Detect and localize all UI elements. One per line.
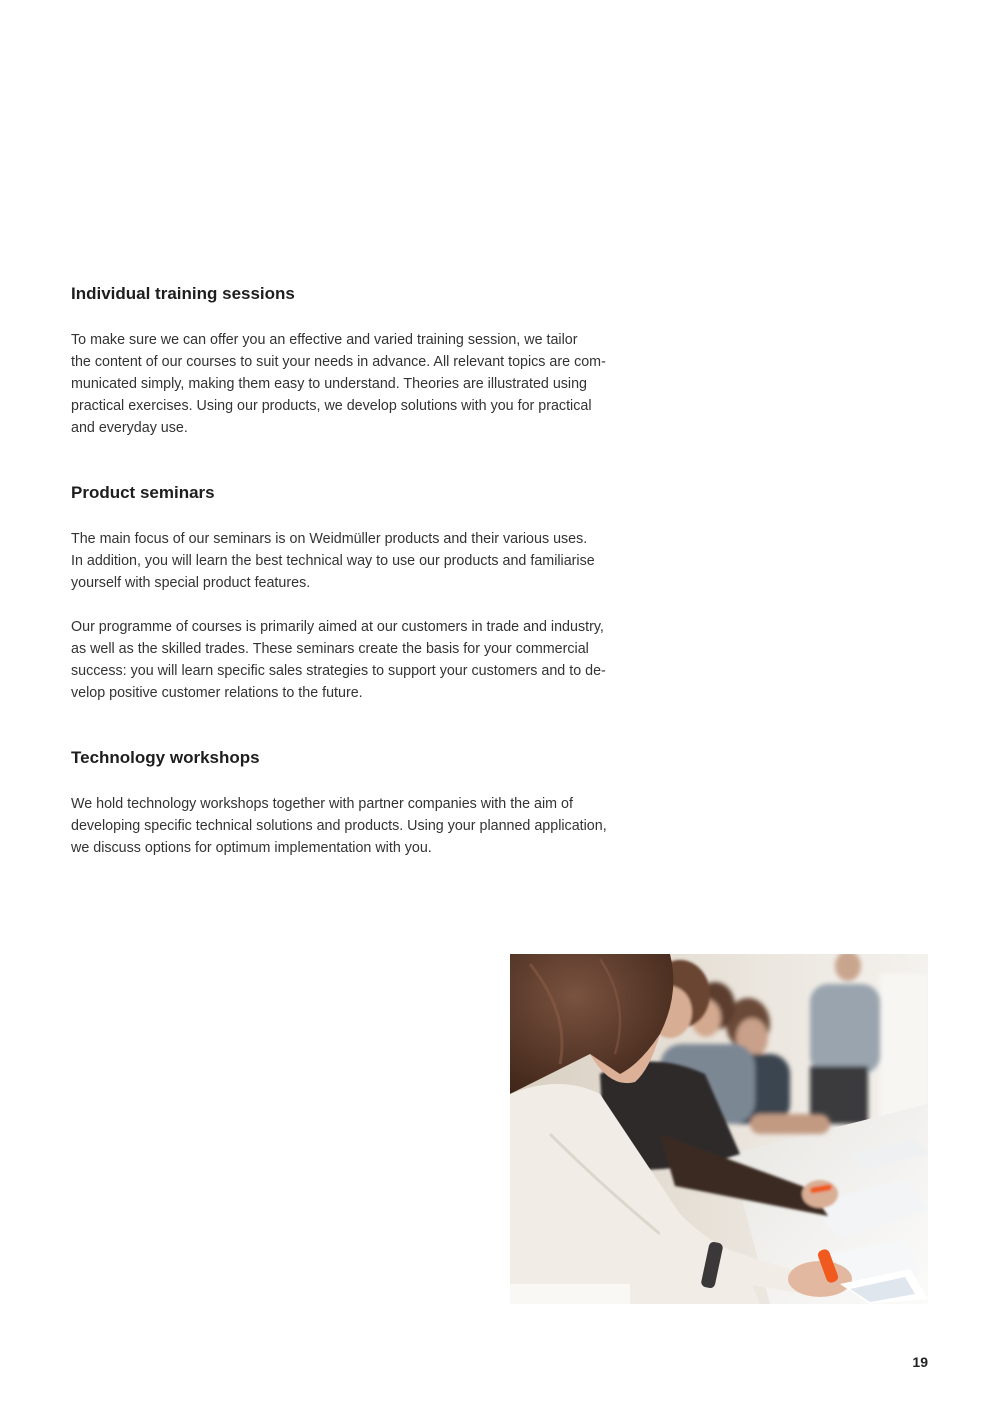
text-line: In addition, you will learn the best technical way to use our products and familiarise <box>71 553 595 569</box>
paragraph-individual-training <box>71 329 641 439</box>
text-line: developing specific technical solutions and products. Using your planned application, <box>71 818 607 834</box>
text-line: The main focus of our seminars is on Weidmüller products and their various uses. <box>71 531 588 547</box>
heading-product-seminars: Product seminars <box>71 483 215 502</box>
heading-individual-training: Individual training sessions <box>71 284 295 303</box>
text-line: municated simply, making them easy to understand. Theories are illustrated using <box>71 376 588 392</box>
text-line: as well as the skilled trades. These seminars create the basis for your commercial <box>71 641 589 657</box>
page-number: 19 <box>912 1354 928 1370</box>
text-line: and everyday use. <box>71 420 188 436</box>
text-line: we discuss options for optimum implementation with you. <box>71 840 432 856</box>
text-line: success: you will learn specific sales strategies to support your customers and to de- <box>71 663 606 679</box>
paragraph-product-seminars-2 <box>71 616 641 704</box>
paragraph-technology-workshops <box>71 793 641 859</box>
text-line: practical exercises. Using our products, we develop solutions with you for practical <box>71 398 592 414</box>
main-text-column <box>71 283 641 859</box>
text-line: velop positive customer relations to the future. <box>71 685 363 701</box>
text-line: yourself with special product features. <box>71 575 311 591</box>
text-line: We hold technology workshops together with partner companies with the aim of <box>71 796 573 812</box>
seminar-photo <box>510 954 928 1304</box>
text-line: the content of our courses to suit your needs in advance. All relevant topics are com- <box>71 354 606 370</box>
heading-technology-workshops: Technology workshops <box>71 748 260 767</box>
seminar-photo-illustration <box>510 954 928 1304</box>
text-line: Our programme of courses is primarily aimed at our customers in trade and industry, <box>71 619 604 635</box>
text-line: To make sure we can offer you an effective and varied training session, we tailor <box>71 332 578 348</box>
paragraph-product-seminars-1 <box>71 528 641 594</box>
